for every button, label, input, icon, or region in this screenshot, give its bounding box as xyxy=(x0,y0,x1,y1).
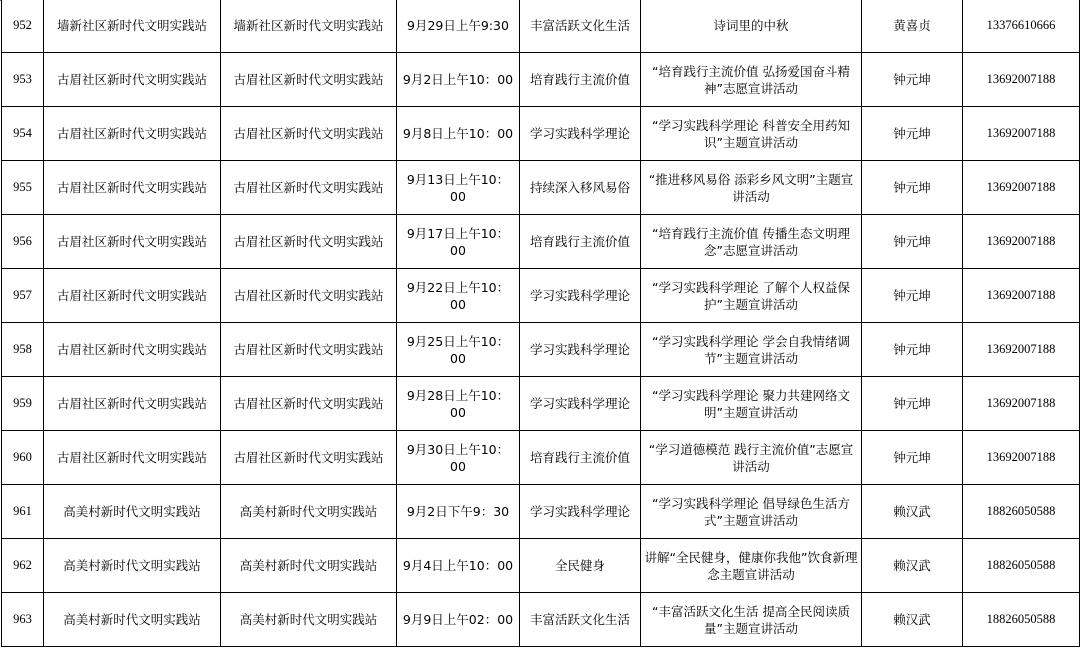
cell-contact-person[interactable]: 赖汉武 xyxy=(862,539,963,593)
cell-organizer[interactable]: 高美村新时代文明实践站 xyxy=(221,485,397,539)
cell-organizer[interactable]: 高美村新时代文明实践站 xyxy=(221,593,397,647)
cell-phone[interactable]: 13692007188 xyxy=(963,53,1080,107)
cell-category[interactable]: 培育践行主流价值 xyxy=(520,431,641,485)
cell-category[interactable]: 丰富活跃文化生活 xyxy=(520,593,641,647)
cell-activity-content[interactable]: “丰富活跃文化生活 提高全民阅读质量”主题宣讲活动 xyxy=(641,593,862,647)
cell-activity-content[interactable]: 诗词里的中秋 xyxy=(641,0,862,53)
cell-contact-person[interactable]: 钟元坤 xyxy=(862,53,963,107)
cell-category[interactable]: 学习实践科学理论 xyxy=(520,107,641,161)
cell-station[interactable]: 古眉社区新时代文明实践站 xyxy=(44,431,221,485)
cell-station[interactable]: 古眉社区新时代文明实践站 xyxy=(44,377,221,431)
cell-number[interactable]: 955 xyxy=(2,161,44,215)
cell-phone[interactable]: 13692007188 xyxy=(963,431,1080,485)
table-row xyxy=(2,0,1080,53)
table-row xyxy=(2,53,1080,107)
cell-organizer[interactable]: 古眉社区新时代文明实践站 xyxy=(221,107,397,161)
cell-time[interactable]: 9月17日上午10：00 xyxy=(397,215,520,269)
cell-station[interactable]: 墙新社区新时代文明实践站 xyxy=(44,0,221,53)
cell-category[interactable]: 学习实践科学理论 xyxy=(520,323,641,377)
cell-station[interactable]: 高美村新时代文明实践站 xyxy=(44,485,221,539)
cell-station[interactable]: 高美村新时代文明实践站 xyxy=(44,539,221,593)
cell-time[interactable]: 9月30日上午10：00 xyxy=(397,431,520,485)
cell-organizer[interactable]: 古眉社区新时代文明实践站 xyxy=(221,161,397,215)
cell-activity-content[interactable]: “学习实践科学理论 了解个人权益保护”主题宣讲活动 xyxy=(641,269,862,323)
cell-activity-content[interactable]: “学习实践科学理论 科普安全用药知识”主题宣讲活动 xyxy=(641,107,862,161)
cell-activity-content[interactable]: “培育践行主流价值 弘扬爱国奋斗精神”志愿宣讲活动 xyxy=(641,53,862,107)
cell-organizer[interactable]: 高美村新时代文明实践站 xyxy=(221,539,397,593)
table-body xyxy=(2,0,1080,647)
table-row xyxy=(2,215,1080,269)
cell-activity-content[interactable]: “学习实践科学理论 聚力共建网络文明”主题宣讲活动 xyxy=(641,377,862,431)
cell-organizer[interactable]: 古眉社区新时代文明实践站 xyxy=(221,269,397,323)
cell-time[interactable]: 9月2日下午9：30 xyxy=(397,485,520,539)
cell-category[interactable]: 全民健身 xyxy=(520,539,641,593)
cell-activity-content[interactable]: “学习实践科学理论 倡导绿色生活方式”主题宣讲活动 xyxy=(641,485,862,539)
table-row xyxy=(2,593,1080,647)
cell-category[interactable]: 培育践行主流价值 xyxy=(520,215,641,269)
activity-table xyxy=(1,0,1080,647)
cell-contact-person[interactable]: 黄喜贞 xyxy=(862,0,963,53)
cell-time[interactable]: 9月22日上午10：00 xyxy=(397,269,520,323)
table-row xyxy=(2,431,1080,485)
cell-contact-person[interactable]: 钟元坤 xyxy=(862,107,963,161)
cell-station[interactable]: 古眉社区新时代文明实践站 xyxy=(44,53,221,107)
cell-number[interactable]: 956 xyxy=(2,215,44,269)
cell-number[interactable]: 963 xyxy=(2,593,44,647)
table-row xyxy=(2,377,1080,431)
cell-category[interactable]: 丰富活跃文化生活 xyxy=(520,0,641,53)
cell-time[interactable]: 9月25日上午10：00 xyxy=(397,323,520,377)
cell-category[interactable]: 学习实践科学理论 xyxy=(520,377,641,431)
cell-station[interactable]: 古眉社区新时代文明实践站 xyxy=(44,269,221,323)
cell-time[interactable]: 9月4日上午10：00 xyxy=(397,539,520,593)
cell-station[interactable]: 高美村新时代文明实践站 xyxy=(44,593,221,647)
cell-activity-content[interactable]: “培育践行主流价值 传播生态文明理念”志愿宣讲活动 xyxy=(641,215,862,269)
cell-contact-person[interactable]: 钟元坤 xyxy=(862,323,963,377)
cell-time[interactable]: 9月29日上午9:30 xyxy=(397,0,520,53)
cell-contact-person[interactable]: 赖汉武 xyxy=(862,485,963,539)
table-row xyxy=(2,107,1080,161)
cell-number[interactable]: 959 xyxy=(2,377,44,431)
cell-station[interactable]: 古眉社区新时代文明实践站 xyxy=(44,107,221,161)
cell-number[interactable]: 958 xyxy=(2,323,44,377)
cell-phone[interactable]: 13692007188 xyxy=(963,269,1080,323)
cell-activity-content[interactable]: “学习道德模范 践行主流价值”志愿宣讲活动 xyxy=(641,431,862,485)
cell-activity-content[interactable]: 讲解“全民健身，健康你我他”饮食新理念主题宣讲活动 xyxy=(641,539,862,593)
cell-contact-person[interactable]: 钟元坤 xyxy=(862,269,963,323)
cell-time[interactable]: 9月9日上午02：00 xyxy=(397,593,520,647)
cell-phone[interactable]: 18826050588 xyxy=(963,485,1080,539)
cell-contact-person[interactable]: 钟元坤 xyxy=(862,161,963,215)
cell-number[interactable]: 962 xyxy=(2,539,44,593)
cell-number[interactable]: 953 xyxy=(2,53,44,107)
cell-category[interactable]: 学习实践科学理论 xyxy=(520,269,641,323)
cell-organizer[interactable]: 古眉社区新时代文明实践站 xyxy=(221,215,397,269)
cell-phone[interactable]: 13692007188 xyxy=(963,215,1080,269)
cell-time[interactable]: 9月2日上午10：00 xyxy=(397,53,520,107)
table-row xyxy=(2,269,1080,323)
table-row xyxy=(2,485,1080,539)
cell-contact-person[interactable]: 钟元坤 xyxy=(862,431,963,485)
cell-contact-person[interactable]: 钟元坤 xyxy=(862,215,963,269)
cell-phone[interactable]: 13692007188 xyxy=(963,161,1080,215)
cell-category[interactable]: 培育践行主流价值 xyxy=(520,53,641,107)
cell-organizer[interactable]: 墙新社区新时代文明实践站 xyxy=(221,0,397,53)
cell-contact-person[interactable]: 钟元坤 xyxy=(862,377,963,431)
cell-number[interactable]: 954 xyxy=(2,107,44,161)
cell-phone[interactable]: 13692007188 xyxy=(963,107,1080,161)
cell-phone[interactable]: 18826050588 xyxy=(963,539,1080,593)
cell-number[interactable]: 952 xyxy=(2,0,44,53)
cell-organizer[interactable]: 古眉社区新时代文明实践站 xyxy=(221,53,397,107)
cell-phone[interactable]: 13692007188 xyxy=(963,377,1080,431)
cell-activity-content[interactable]: “学习实践科学理论 学会自我情绪调节”主题宣讲活动 xyxy=(641,323,862,377)
cell-number[interactable]: 961 xyxy=(2,485,44,539)
cell-organizer[interactable]: 古眉社区新时代文明实践站 xyxy=(221,377,397,431)
cell-station[interactable]: 古眉社区新时代文明实践站 xyxy=(44,215,221,269)
cell-number[interactable]: 960 xyxy=(2,431,44,485)
table-row xyxy=(2,323,1080,377)
table-row xyxy=(2,161,1080,215)
cell-organizer[interactable]: 古眉社区新时代文明实践站 xyxy=(221,323,397,377)
cell-time[interactable]: 9月13日上午10：00 xyxy=(397,161,520,215)
cell-time[interactable]: 9月28日上午10：00 xyxy=(397,377,520,431)
cell-station[interactable]: 古眉社区新时代文明实践站 xyxy=(44,161,221,215)
cell-time[interactable]: 9月8日上午10：00 xyxy=(397,107,520,161)
table-row xyxy=(2,539,1080,593)
cell-category[interactable]: 持续深入移风易俗 xyxy=(520,161,641,215)
cell-phone[interactable]: 13376610666 xyxy=(963,0,1080,53)
cell-category[interactable]: 学习实践科学理论 xyxy=(520,485,641,539)
cell-number[interactable]: 957 xyxy=(2,269,44,323)
cell-station[interactable]: 古眉社区新时代文明实践站 xyxy=(44,323,221,377)
cell-activity-content[interactable]: “推进移风易俗 添彩乡风文明”主题宣讲活动 xyxy=(641,161,862,215)
cell-phone[interactable]: 13692007188 xyxy=(963,323,1080,377)
cell-contact-person[interactable]: 赖汉武 xyxy=(862,593,963,647)
cell-organizer[interactable]: 古眉社区新时代文明实践站 xyxy=(221,431,397,485)
cell-phone[interactable]: 18826050588 xyxy=(963,593,1080,647)
